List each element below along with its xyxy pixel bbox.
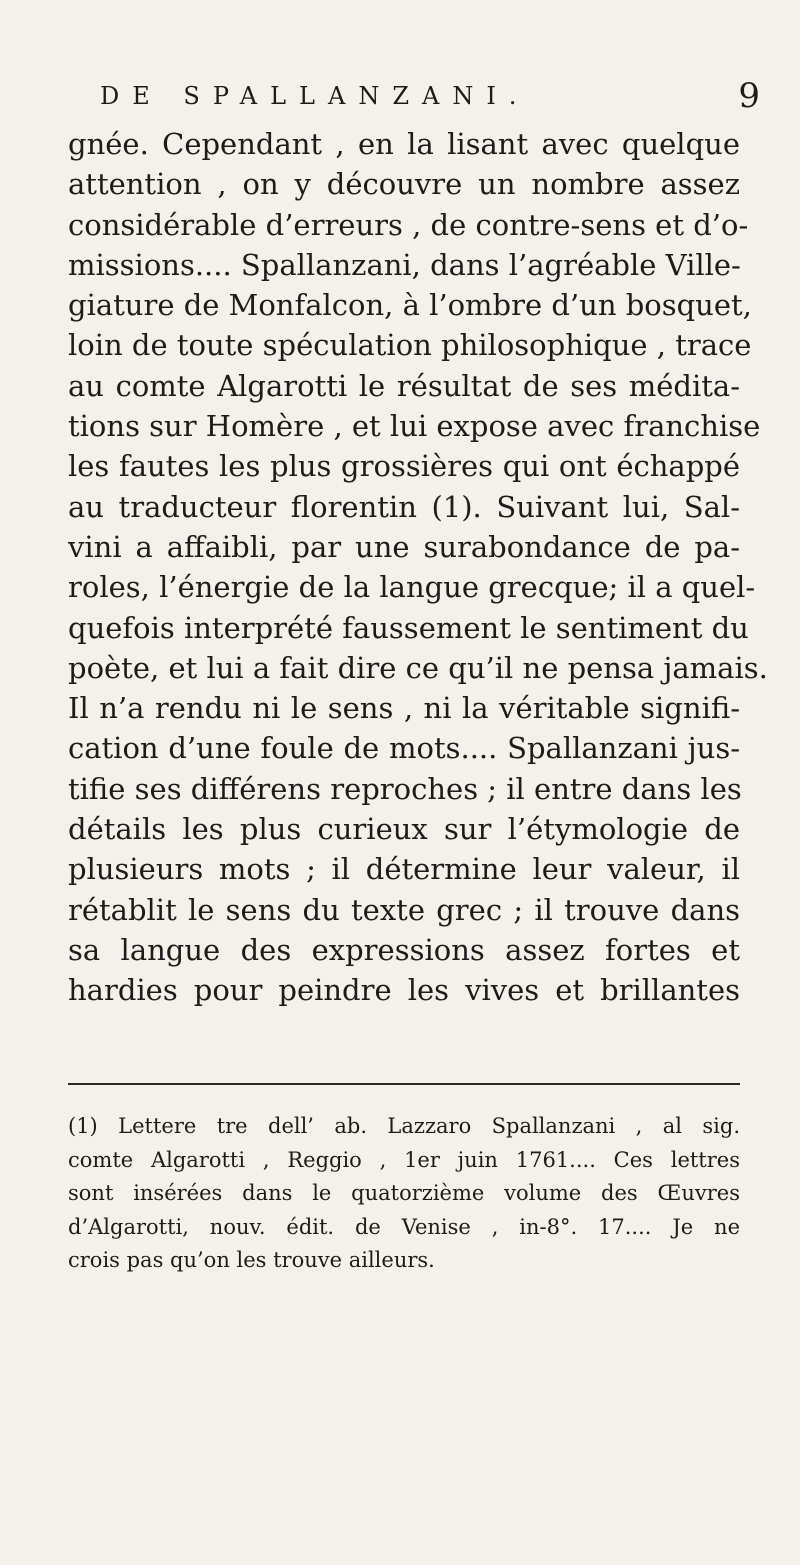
body-text	[68, 124, 768, 1011]
text-line: tifie ses différens reproches ; il entre dans les	[68, 771, 742, 806]
text-line: rétablit le sens du texte grec ; il trouve dans	[68, 892, 740, 927]
footnote-line: crois pas qu’on les trouve ailleurs.	[68, 1248, 435, 1272]
text-line: Il n’a rendu ni le sens , ni la véritable signifi-	[68, 691, 740, 726]
footnote-line: d’Algarotti, nouv. édit. de Venise , in-8°. 17.... Je ne	[68, 1214, 740, 1239]
text-line: sa langue des expressions assez fortes et	[68, 932, 740, 967]
text-line: cation d’une foule de mots.... Spallanzani jus-	[68, 731, 740, 766]
text-line: giature de Monfalcon, à l’ombre d’un bosquet,	[68, 288, 752, 323]
footnote	[68, 1110, 740, 1278]
text-line: gnée. Cependant , en la lisant avec quelque	[68, 127, 740, 161]
running-head: DE SPALLANZANI.	[100, 82, 530, 110]
text-line: considérable d’erreurs , de contre-sens et d’o-	[68, 207, 749, 242]
text-line: les fautes les plus grossières qui ont échappé	[68, 449, 740, 484]
page-number: 9	[738, 76, 760, 116]
text-line: plusieurs mots ; il détermine leur valeur, il	[68, 852, 740, 887]
text-line: missions.... Spallanzani, dans l’agréable Ville-	[68, 247, 741, 282]
text-line: tions sur Homère , et lui expose avec franchise	[68, 409, 761, 444]
text-line: hardies pour peindre les vives et brillantes	[68, 973, 740, 1008]
page-header	[100, 76, 760, 116]
text-line: loin de toute spéculation philosophique , trace	[68, 328, 752, 363]
text-line: au traducteur florentin (1). Suivant lui, Sal-	[68, 489, 740, 524]
text-line: vini a affaibli, par une surabondance de pa-	[68, 529, 740, 564]
footnote-line: comte Algarotti , Reggio , 1er juin 1761.... Ces lettres	[68, 1147, 740, 1172]
footnote-line: (1) Lettere tre dell’ ab. Lazzaro Spallanzani , al sig.	[68, 1114, 740, 1138]
footnote-line: sont insérées dans le quatorzième volume des Œuvres	[68, 1181, 740, 1205]
text-line: roles, l’énergie de la langue grecque; il a quel-	[68, 570, 756, 605]
text-line: attention , on y découvre un nombre assez	[68, 167, 740, 202]
text-line: détails les plus curieux sur l’étymologie de	[68, 812, 740, 847]
text-line: poète, et lui a fait dire ce qu’il ne pensa jamais.	[68, 650, 768, 685]
footnote-divider	[68, 1083, 740, 1085]
text-line: quefois interprété faussement le sentiment du	[68, 610, 749, 645]
text-line: au comte Algarotti le résultat de ses médita-	[68, 368, 740, 403]
